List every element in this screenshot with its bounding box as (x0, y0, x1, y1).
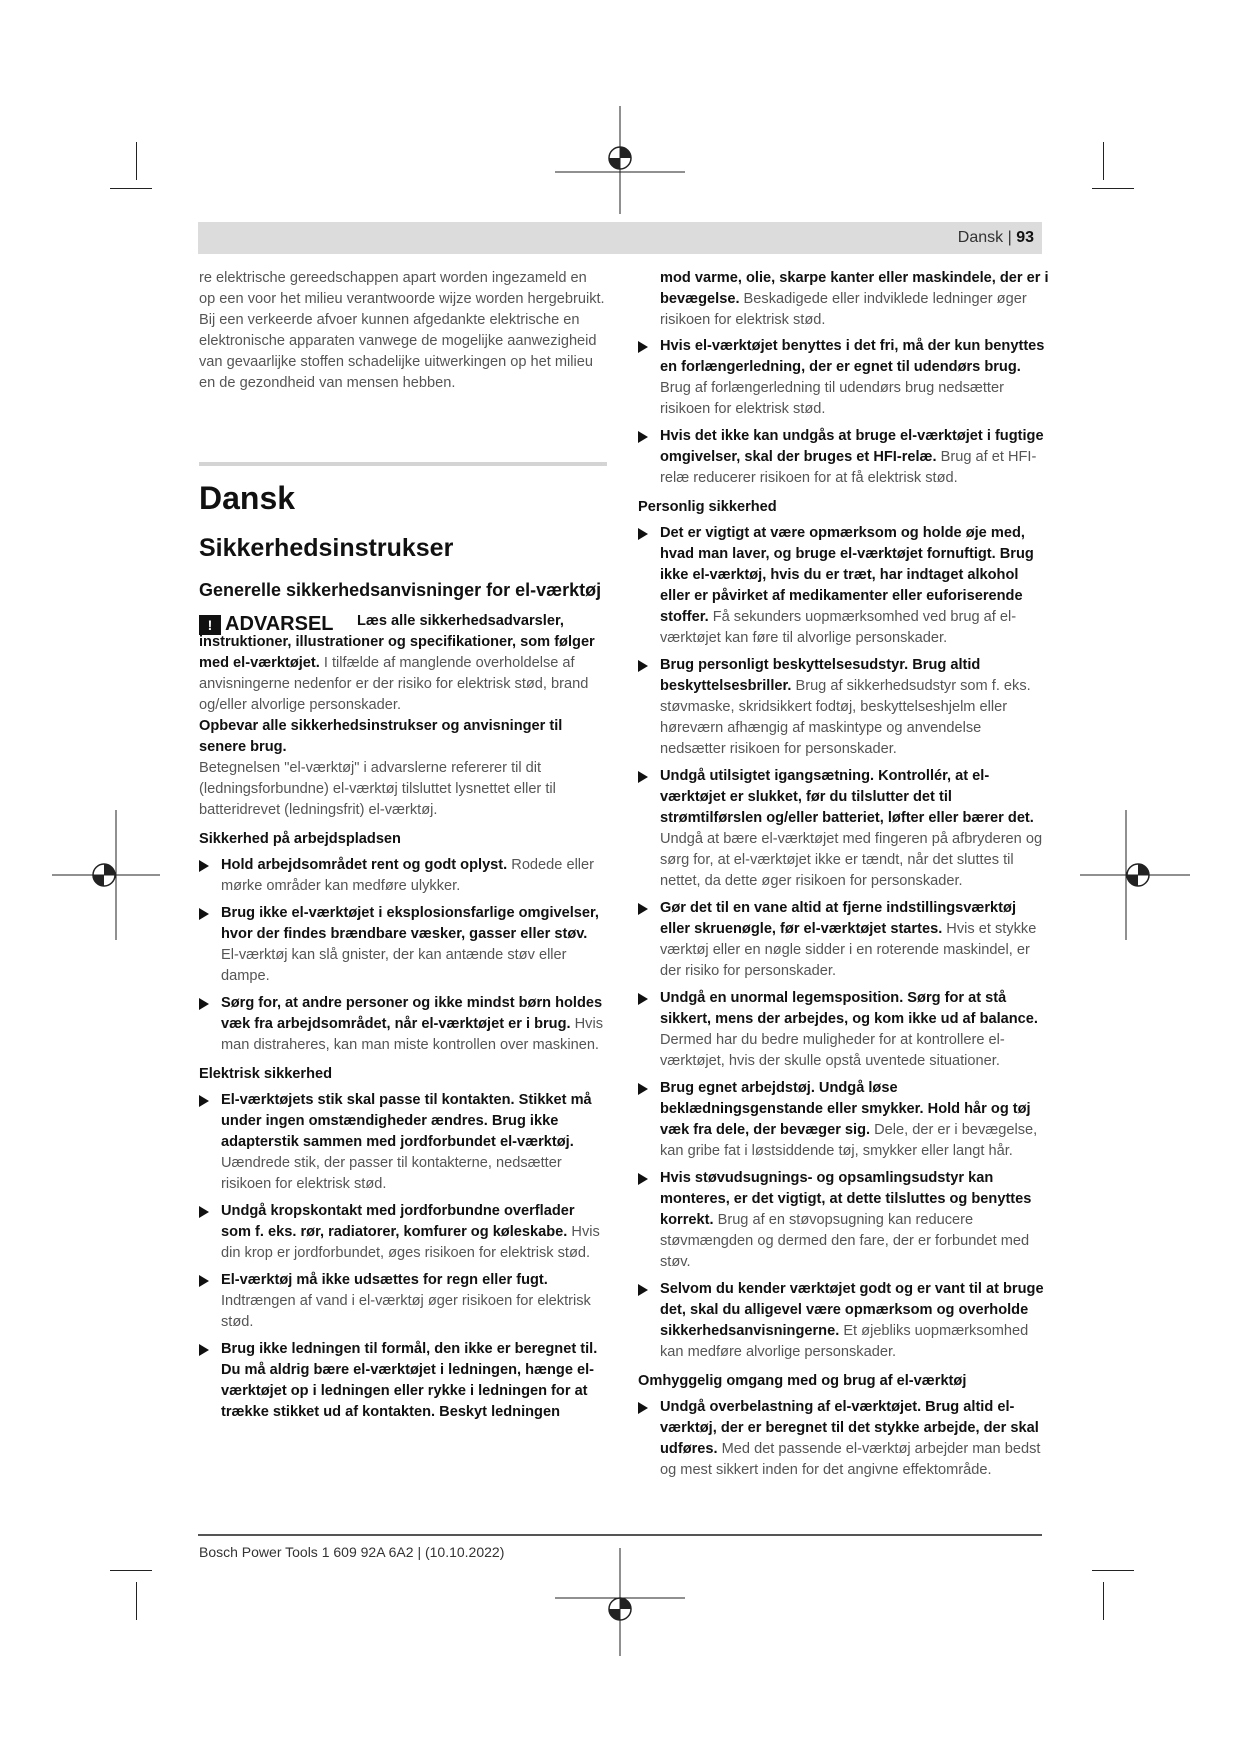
bullet-triangle-icon (199, 860, 209, 872)
personal-safety-title: Personlig sikkerhed (638, 499, 777, 515)
bullet-triangle-icon (638, 993, 648, 1005)
bullet-triangle-icon (638, 528, 648, 540)
bullet-triangle-icon (638, 1402, 648, 1414)
registration-mark-icon (1080, 810, 1190, 940)
list-item: Undgå overbelastning af el-værktøjet. Brug altid el-værktøj, der er beregnet til det stykke arbejde, der skal udføres. Med det passende el-værktøj arbejder man bedst og mest sikkert inden for det angivne effektområde. (638, 1397, 1050, 1481)
warning-bold-text: Læs alle sikkerhedsadvarsler, instruktioner, illustrationer og specifikationer, som følger med el-værktøjet. (199, 613, 595, 671)
footer-text: Bosch Power Tools 1 609 92A 6A2 | (10.10.2022) (199, 1544, 505, 1560)
crop-mark (110, 1570, 152, 1571)
workplace-safety-title: Sikkerhed på arbejdspladsen (199, 831, 401, 847)
bullet-triangle-icon (199, 1206, 209, 1218)
bullet-triangle-icon (199, 998, 209, 1010)
crop-mark (136, 1582, 137, 1620)
bullet-triangle-icon (199, 1275, 209, 1287)
list-item: Hvis el-værktøjet benyttes i det fri, må der kun benyttes en forlængerledning, der er egnet til udendørs brug. Brug af forlængerledning til udendørs brug nedsætter risikoen for elektrisk stød. (638, 336, 1050, 420)
intro-paragraph: Bij een verkeerde afvoer kunnen afgedankte elektrische en elektronische apparaten vanwege de mogelijke aanwezigheid van gevaarlijke stoffen schadelijke uitwerkingen op het milieu en de gezondheid van mensen hebben. (199, 312, 597, 391)
list-item: El-værktøj må ikke udsættes for regn eller fugt. Indtrængen af vand i el-værktøj øger risikoen for elektrisk stød. (199, 1270, 607, 1333)
list-item: Undgå kropskontakt med jordforbundne overflader som f. eks. rør, radiatorer, komfurer og køleskabe. Hvis din krop er jordforbundet, øges risikoen for elektrisk stød. (199, 1201, 607, 1264)
list-item: Hvis støvudsugnings- og opsamlingsudstyr kan monteres, er det vigtigt, at dette tilsluttes og benyttes korrekt. Brug af en støvopsugning kan reducere støvmængden og dermed den fare, der er forbundet med støv. (638, 1168, 1050, 1273)
page-number: 93 (1016, 229, 1034, 246)
bullet-triangle-icon (199, 908, 209, 920)
bullet-triangle-icon (638, 1173, 648, 1185)
bullet-triangle-icon (638, 771, 648, 783)
registration-mark-icon (555, 1548, 685, 1658)
electrical-safety-title: Elektrisk sikkerhed (199, 1066, 333, 1082)
list-item: Det er vigtigt at være opmærksom og holde øje med, hvad man laver, og bruge el-værktøjet fornuftigt. Brug ikke el-værktøj, hvis du er træt, har indtaget alkohol eller er påvirket af medikamenter eller euforiserende stoffer. Få sekunders uopmærksomhed ved brug af el-værktøjet kan føre til alvorlige personskader. (638, 523, 1050, 649)
keep-instructions-text: Opbevar alle sikkerhedsinstrukser og anvisninger til senere brug. (199, 718, 563, 755)
handling-title: Omhyggelig omgang med og brug af el-værktøj (638, 1373, 967, 1389)
section-divider (199, 462, 607, 466)
footer-divider (198, 1534, 1042, 1536)
header-section: Dansk (957, 229, 1004, 246)
safety-title: Sikkerhedsinstrukser (199, 534, 454, 562)
list-item: Gør det til en vane altid at fjerne indstillingsværktøj eller skruenøgle, før el-værktøjet startes. Hvis et stykke værktøj eller en nøgle sidder i en roterende maskindel, er der risiko for personskader. (638, 898, 1050, 982)
bullet-triangle-icon (638, 341, 648, 353)
list-item: Hold arbejdsområdet rent og godt oplyst. Rodede eller mørke områder kan medføre ulykker. (199, 855, 607, 897)
list-item: Undgå en unormal legemsposition. Sørg for at stå sikkert, mens der arbejdes, og kom ikke ud af balance. Dermed har du bedre muligheder for at kontrollere el-værktøjet, hvis der skulle opstå uventede situationer. (638, 988, 1050, 1072)
bullet-triangle-icon (638, 1284, 648, 1296)
intro-paragraph: re elektrische gereedschappen apart worden ingezameld en op een voor het milieu verantwoorde wijze worden hergebruikt. (199, 270, 605, 307)
bullet-triangle-icon (638, 903, 648, 915)
registration-mark-icon (52, 810, 162, 940)
list-item: Hvis det ikke kan undgås at bruge el-værktøjet i fugtige omgivelser, skal der bruges et HFI-relæ. Brug af et HFI-relæ reducerer risikoen for at få elektrisk stød. (638, 426, 1050, 489)
page-header (198, 222, 1042, 254)
bullet-triangle-icon (199, 1095, 209, 1107)
crop-mark (1103, 1582, 1104, 1620)
warning-text: I tilfælde af manglende overholdelse af anvisningerne nedenfor er der risiko for elektrisk stød, brand og/eller alvorlige personskader. (199, 655, 589, 713)
left-column (199, 268, 607, 1429)
crop-mark (110, 188, 152, 189)
list-item: Undgå utilsigtet igangsætning. Kontrollér, at el-værktøjet er slukket, før du tilslutter det til strømtilførslen og/eller batteriet, løfter eller bærer det. Undgå at bære el-værktøjet med fingeren på afbryderen og sørg for, at el-værktøjet ikke er tændt, når det sluttes til nettet, da dette øger risikoen for personskader. (638, 766, 1050, 892)
list-item: Selvom du kender værktøjet godt og er vant til at bruge det, skal du alligevel være opmærksom og overholde sikkerhedsanvisningerne. Et øjebliks uopmærksomhed kan medføre alvorlige personskader. (638, 1279, 1050, 1363)
crop-mark (1103, 142, 1104, 180)
list-item: Brug personligt beskyttelsesudstyr. Brug altid beskyttelsesbriller. Brug af sikkerhedsudstyr som f. eks. støvmaske, skridsikkert fodtøj, beskyttelseshjelm eller høreværn afhængig af maskintype og anvendelse nedsætter risikoen for personskader. (638, 655, 1050, 760)
general-safety-title: Generelle sikkerhedsanvisninger for el-værktøj (199, 580, 602, 600)
term-definition-text: Betegnelsen "el-værktøj" i advarslerne refererer til dit (ledningsforbundne) el-værktøj tilsluttet lysnettet eller til batteridrevet (ledningsfrit) el-værktøj. (199, 760, 556, 818)
bullet-triangle-icon (638, 660, 648, 672)
list-item: Brug egnet arbejdstøj. Undgå løse beklædningsgenstande eller smykker. Hold hår og tøj væk fra dele, der bevæger sig. Dele, der er i bevægelse, kan gribe fat i løstsiddende tøj, smykker eller langt hår. (638, 1078, 1050, 1162)
list-item: Brug ikke ledningen til formål, den ikke er beregnet til. Du må aldrig bære el-værktøjet i ledningen, hænge el-værktøjet op i ledningen eller rykke i ledningen for at trække stikket ud af kontakten. Beskyt ledningen (199, 1339, 607, 1423)
right-column (638, 268, 1050, 1487)
bullet-triangle-icon (638, 1083, 648, 1095)
list-item: El-værktøjets stik skal passe til kontakten. Stikket må under ingen omstændigheder ændres. Brug ikke adapterstik sammen med jordforbundet el-værktøj. Uændrede stik, der passer til kontakterne, nedsætter risikoen for elektrisk stød. (199, 1090, 607, 1195)
crop-mark (1092, 188, 1134, 189)
list-item: Sørg for, at andre personer og ikke mindst børn holdes væk fra arbejdsområdet, når el-værktøjet er i brug. Hvis man distraheres, kan man miste kontrollen over maskinen. (199, 993, 607, 1056)
crop-mark (136, 142, 137, 180)
crop-mark (1092, 1570, 1134, 1571)
list-item: Brug ikke el-værktøjet i eksplosionsfarlige omgivelser, hvor der findes brændbare væsker, gasser eller støv. El-værktøj kan slå gnister, der kan antænde støv eller dampe. (199, 903, 607, 987)
warning-label: ADVARSEL (225, 613, 334, 635)
bullet-triangle-icon (199, 1344, 209, 1356)
registration-mark-icon (555, 106, 685, 216)
language-title: Dansk (199, 480, 296, 516)
header-label: Dansk | 93 (957, 229, 1034, 246)
bullet-triangle-icon (638, 431, 648, 443)
continued-item: mod varme, olie, skarpe kanter eller maskindele, der er i bevægelse. Beskadigede eller indviklede ledninger øger risikoen for elektrisk stød. (660, 270, 1049, 328)
warning-icon: ! (199, 615, 221, 635)
warning-block (199, 614, 607, 716)
